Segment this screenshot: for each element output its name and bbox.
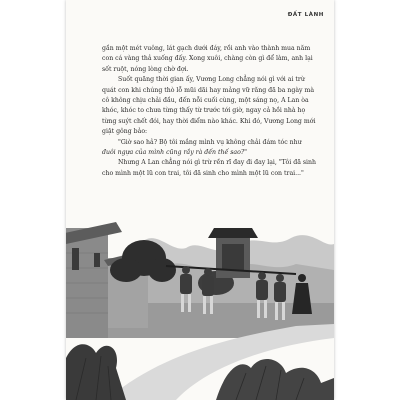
text-line: "Giờ sao hả? Bộ tôi mắng mình vụ không chải đám tóc như (118, 138, 302, 146)
body-text (102, 44, 328, 179)
text-line: cô không chịu chải đầu, đến nỗi cuối cùng, một sáng nọ, A Lan òa (102, 97, 309, 105)
text-line: gần một mét vuông, lát gạch dưới đáy, rồi anh vào thành mua năm (102, 45, 311, 52)
text-line: đuôi ngựa của mình cũng rầy rà đến thế sao?" (102, 149, 247, 157)
text-line: con cá vàng thả xuống đấy. Xong xuôi, chàng còn gì để làm, anh lại (102, 55, 313, 63)
running-head: ĐẤT LÀNH (287, 12, 324, 18)
text-line: từng suýt chết đói, hay thời điểm nào khác. Khi đó, Vương Long mới (102, 117, 316, 125)
text-line: cho mình một lũ con trai, tôi đã sinh cho mình một lũ con trai..." (102, 169, 304, 177)
text-line: Nhưng A Lan chẳng nói gì trừ rền rĩ đay đi đay lại, "Tôi đã sinh (118, 159, 316, 167)
text-line: Suốt quãng thời gian ấy, Vương Long chẳng nói gì với ai trừ (118, 76, 305, 84)
house (66, 222, 160, 338)
text-line: giật gông bảo: (102, 128, 148, 136)
text-line: quát con khi chúng thò lỗ mũi dãi hay mảng vữ răng đã ba ngày mà (102, 86, 315, 94)
book-page (66, 0, 334, 400)
ink-illustration (66, 208, 334, 400)
text-line: sốt ruột, nóng lòng chờ đợi. (102, 65, 189, 73)
text-line: khóc, khóc to chưa từng thấy từ trước tới giờ, ngay cả hồi nhà họ (102, 107, 306, 115)
